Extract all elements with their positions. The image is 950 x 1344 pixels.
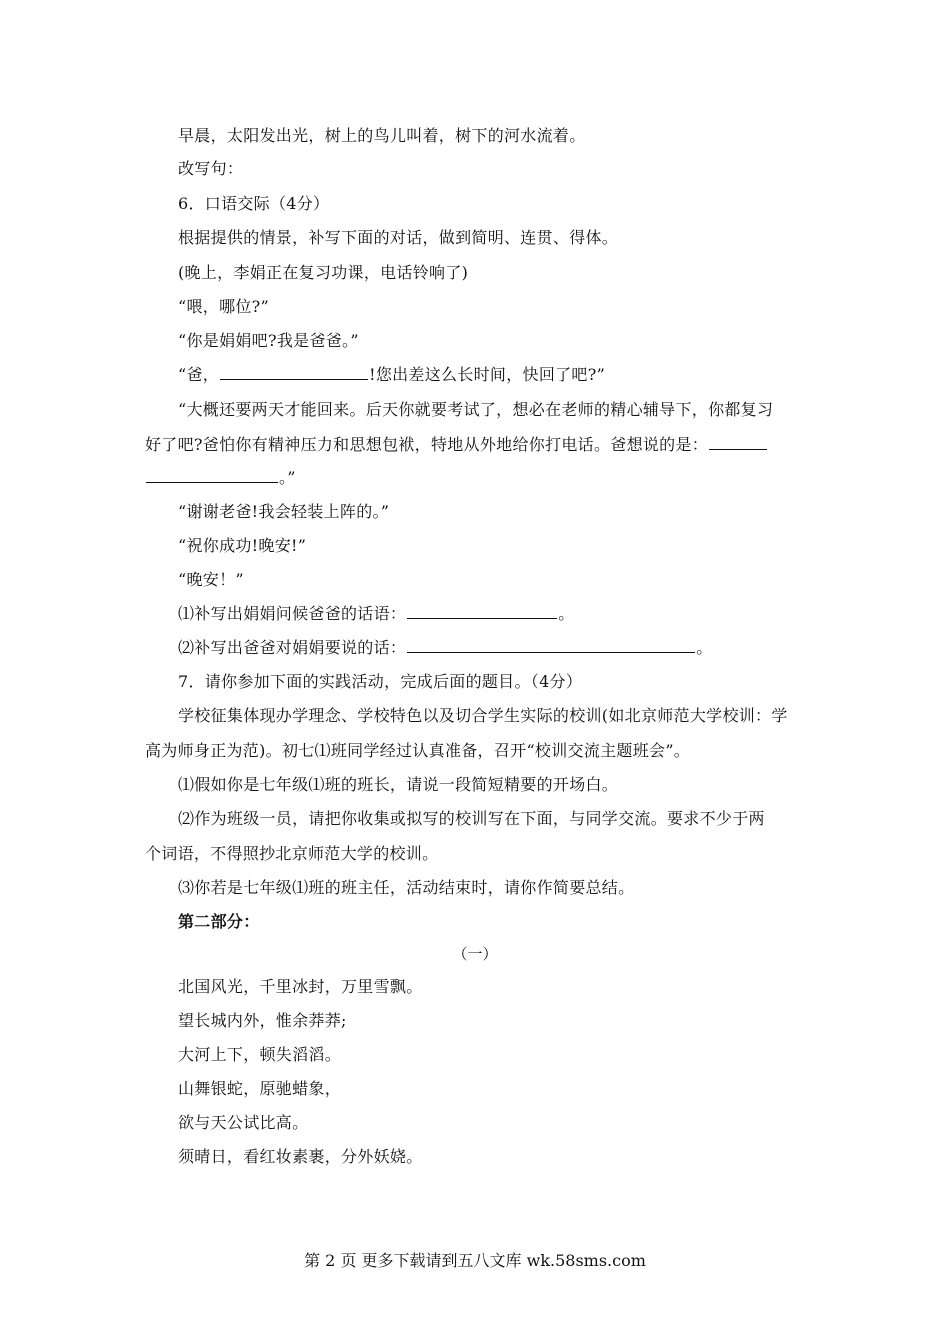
- dialogue-line: “晚安！”: [178, 570, 244, 589]
- dialogue-text: !您出差这么长时间，快回了吧?”: [369, 365, 606, 384]
- question-7-item-2: ⑵作为班级一员，请把你收集或拟写的校训写在下面，与同学交流。要求不少于两: [178, 809, 765, 828]
- dialogue-line: “祝你成功!晚安!”: [178, 536, 307, 555]
- answer-blank[interactable]: [407, 603, 557, 619]
- poem-line: 北国风光，千里冰封，万里雪飘。: [178, 977, 423, 996]
- part-label: （一）: [452, 945, 498, 963]
- sub-question-1: [178, 603, 575, 625]
- sub-question-end: 。: [558, 604, 575, 623]
- dialogue-line-with-blank: [145, 467, 296, 489]
- answer-blank[interactable]: [220, 364, 368, 380]
- answer-blank[interactable]: [146, 467, 278, 483]
- answer-blank[interactable]: [407, 637, 695, 653]
- question-7-paragraph: 高为师身正为范)。初七⑴班同学经过认真准备，召开“校训交流主题班会”。: [145, 741, 691, 760]
- dialogue-line: “大概还要两天才能回来。后天你就要考试了，想必在老师的精心辅导下，你都复习: [178, 400, 774, 419]
- poem-line: 山舞银蛇，原驰蜡象，: [178, 1079, 342, 1098]
- question-7-item-2-continued: 个词语，不得照抄北京师范大学的校训。: [145, 844, 439, 863]
- dialogue-text: “爸，: [178, 365, 220, 384]
- question-7-paragraph: 学校征集体现办学理念、学校特色以及切合学生实际的校训(如北京师范大学校训：学: [178, 706, 788, 725]
- dialogue-line: “喂，哪位?”: [178, 297, 270, 316]
- question-6-title: 6．口语交际（4分）: [178, 194, 330, 213]
- poem-line: 欲与天公试比高。: [178, 1113, 309, 1132]
- dialogue-text: 。”: [279, 468, 296, 487]
- poem-line: 大河上下，顿失滔滔。: [178, 1045, 342, 1064]
- dialogue-line-with-blank: [178, 364, 605, 386]
- rewrite-prompt: 改写句：: [178, 159, 244, 178]
- sub-question-2: [178, 637, 713, 659]
- dialogue-line-with-blank: [145, 434, 768, 456]
- poem-line: 望长城内外，惟余莽莽;: [178, 1011, 347, 1030]
- poem-line: 须晴日，看红妆素裹，分外妖娆。: [178, 1147, 423, 1166]
- question-6-instruction: 根据提供的情景，补写下面的对话，做到简明、连贯、得体。: [178, 228, 619, 247]
- dialogue-line: “谢谢老爸!我会轻装上阵的。”: [178, 502, 390, 521]
- section-heading: 第二部分：: [178, 912, 260, 931]
- dialogue-text: 好了吧?爸怕你有精神压力和思想包袱，特地从外地给你打电话。爸想说的是：: [145, 435, 709, 454]
- sub-question-text: ⑴补写出娟娟问候爸爸的话语：: [178, 604, 407, 623]
- question-7-item-1: ⑴假如你是七年级⑴班的班长，请说一段简短精要的开场白。: [178, 775, 619, 794]
- sub-question-text: ⑵补写出爸爸对娟娟要说的话：: [178, 638, 407, 657]
- question-7-title: 7．请你参加下面的实践活动，完成后面的题目。（4分）: [178, 672, 583, 691]
- original-sentence: 早晨，太阳发出光，树上的鸟儿叫着，树下的河水流着。: [178, 126, 586, 145]
- sub-question-end: 。: [696, 638, 713, 657]
- question-7-item-3: ⑶你若是七年级⑴班的班主任，活动结束时，请你作简要总结。: [178, 878, 635, 897]
- dialogue-line: “你是娟娟吧?我是爸爸。”: [178, 331, 359, 350]
- scene-description: (晚上，李娟正在复习功课，电话铃响了): [178, 263, 469, 282]
- page-footer: 第 2 页 更多下载请到五八文库 wk.58sms.com: [304, 1251, 646, 1270]
- answer-blank[interactable]: [709, 434, 767, 450]
